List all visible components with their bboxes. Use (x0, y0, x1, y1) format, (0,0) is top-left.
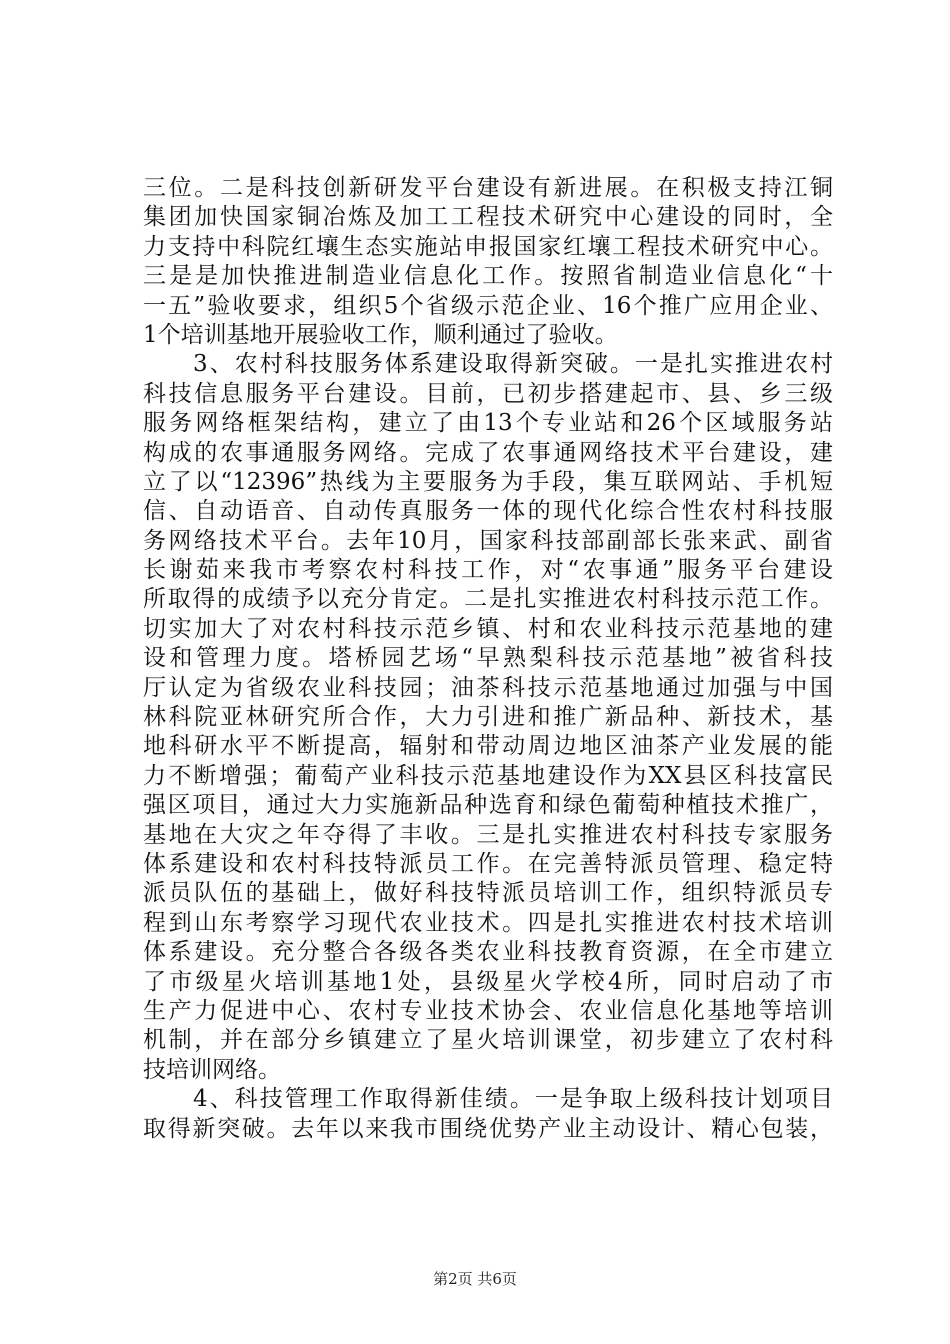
text-line: 务网络技术平台。去年10月，国家科技部副部长张来武、副省 (143, 527, 833, 554)
text-line: 三位。二是科技创新研发平台建设有新进展。在积极支持江铜 (143, 175, 833, 201)
text-line: 服务网络框架结构，建立了由13个专业站和26个区域服务站 (143, 410, 833, 437)
text-line: 1个培训基地开展验收工作，顺利通过了验收。 (143, 321, 618, 348)
text-line: 派员队伍的基础上，做好科技特派员培训工作，组织特派员专 (143, 880, 833, 907)
text-line: 3、农村科技服务体系建设取得新突破。一是扎实推进农村 (143, 351, 833, 378)
text-line: 强区项目，通过大力实施新品种选育和绿色葡萄种植技术推广， (143, 792, 833, 819)
text-line: 程到山东考察学习现代农业技术。四是扎实推进农村技术培训 (143, 909, 833, 936)
text-line: 体系建设和农村科技特派员工作。在完善特派员管理、稳定特 (143, 850, 833, 877)
text-line: 厅认定为省级农业科技园；油茶科技示范基地通过加强与中国 (143, 674, 833, 701)
text-line: 基地在大灾之年夺得了丰收。三是扎实推进农村科技专家服务 (143, 821, 833, 848)
text-line: 科技信息服务平台建设。目前，已初步搭建起市、县、乡三级 (143, 380, 833, 407)
text-line: 构成的农事通服务网络。完成了农事通网络技术平台建设，建 (143, 439, 833, 466)
page-number-label: 第2页 共6页 (433, 1270, 517, 1288)
text-line: 信、自动语音、自动传真服务一体的现代化综合性农村科技服 (143, 498, 833, 525)
text-line: 地科研水平不断提高，辐射和带动周边地区油茶产业发展的能 (143, 733, 833, 760)
document-body (143, 174, 833, 1144)
text-line: 了市级星火培训基地1处，县级星火学校4所，同时启动了市 (143, 968, 833, 995)
text-line: 所取得的成绩予以充分肯定。二是扎实推进农村科技示范工作。 (143, 586, 833, 613)
text-line: 力支持中科院红壤生态实施站申报国家红壤工程技术研究中心。 (143, 233, 833, 260)
text-line: 三是是加快推进制造业信息化工作。按照省制造业信息化“十 (143, 263, 833, 290)
text-line: 力不断增强；葡萄产业科技示范基地建设作为XX县区科技富民 (143, 762, 833, 789)
page-footer (0, 1268, 950, 1289)
text-line: 林科院亚林研究所合作，大力引进和推广新品种、新技术，基 (143, 704, 833, 731)
text-line: 集团加快国家铜冶炼及加工工程技术研究中心建设的同时，全 (143, 204, 833, 231)
text-line: 机制，并在部分乡镇建立了星火培训课堂，初步建立了农村科 (143, 1027, 833, 1054)
text-line: 设和管理力度。塔桥园艺场“早熟梨科技示范基地”被省科技 (143, 645, 833, 672)
text-line: 切实加大了对农村科技示范乡镇、村和农业科技示范基地的建 (143, 615, 833, 642)
text-line: 4、科技管理工作取得新佳绩。一是争取上级科技计划项目 (143, 1086, 833, 1113)
text-line: 取得新突破。去年以来我市围绕优势产业主动设计、精心包装， (143, 1115, 833, 1142)
text-line: 技培训网络。 (143, 1056, 281, 1083)
text-line: 长谢茹来我市考察农村科技工作，对“农事通”服务平台建设 (143, 557, 833, 584)
text-line: 立了以“12396”热线为主要服务为手段，集互联网站、手机短 (143, 468, 833, 495)
text-line: 一五”验收要求，组织5个省级示范企业、16个推广应用企业、 (143, 292, 833, 319)
text-line: 生产力促进中心、农村专业技术协会、农业信息化基地等培训 (143, 997, 833, 1024)
text-line: 体系建设。充分整合各级各类农业科技教育资源，在全市建立 (143, 939, 833, 966)
